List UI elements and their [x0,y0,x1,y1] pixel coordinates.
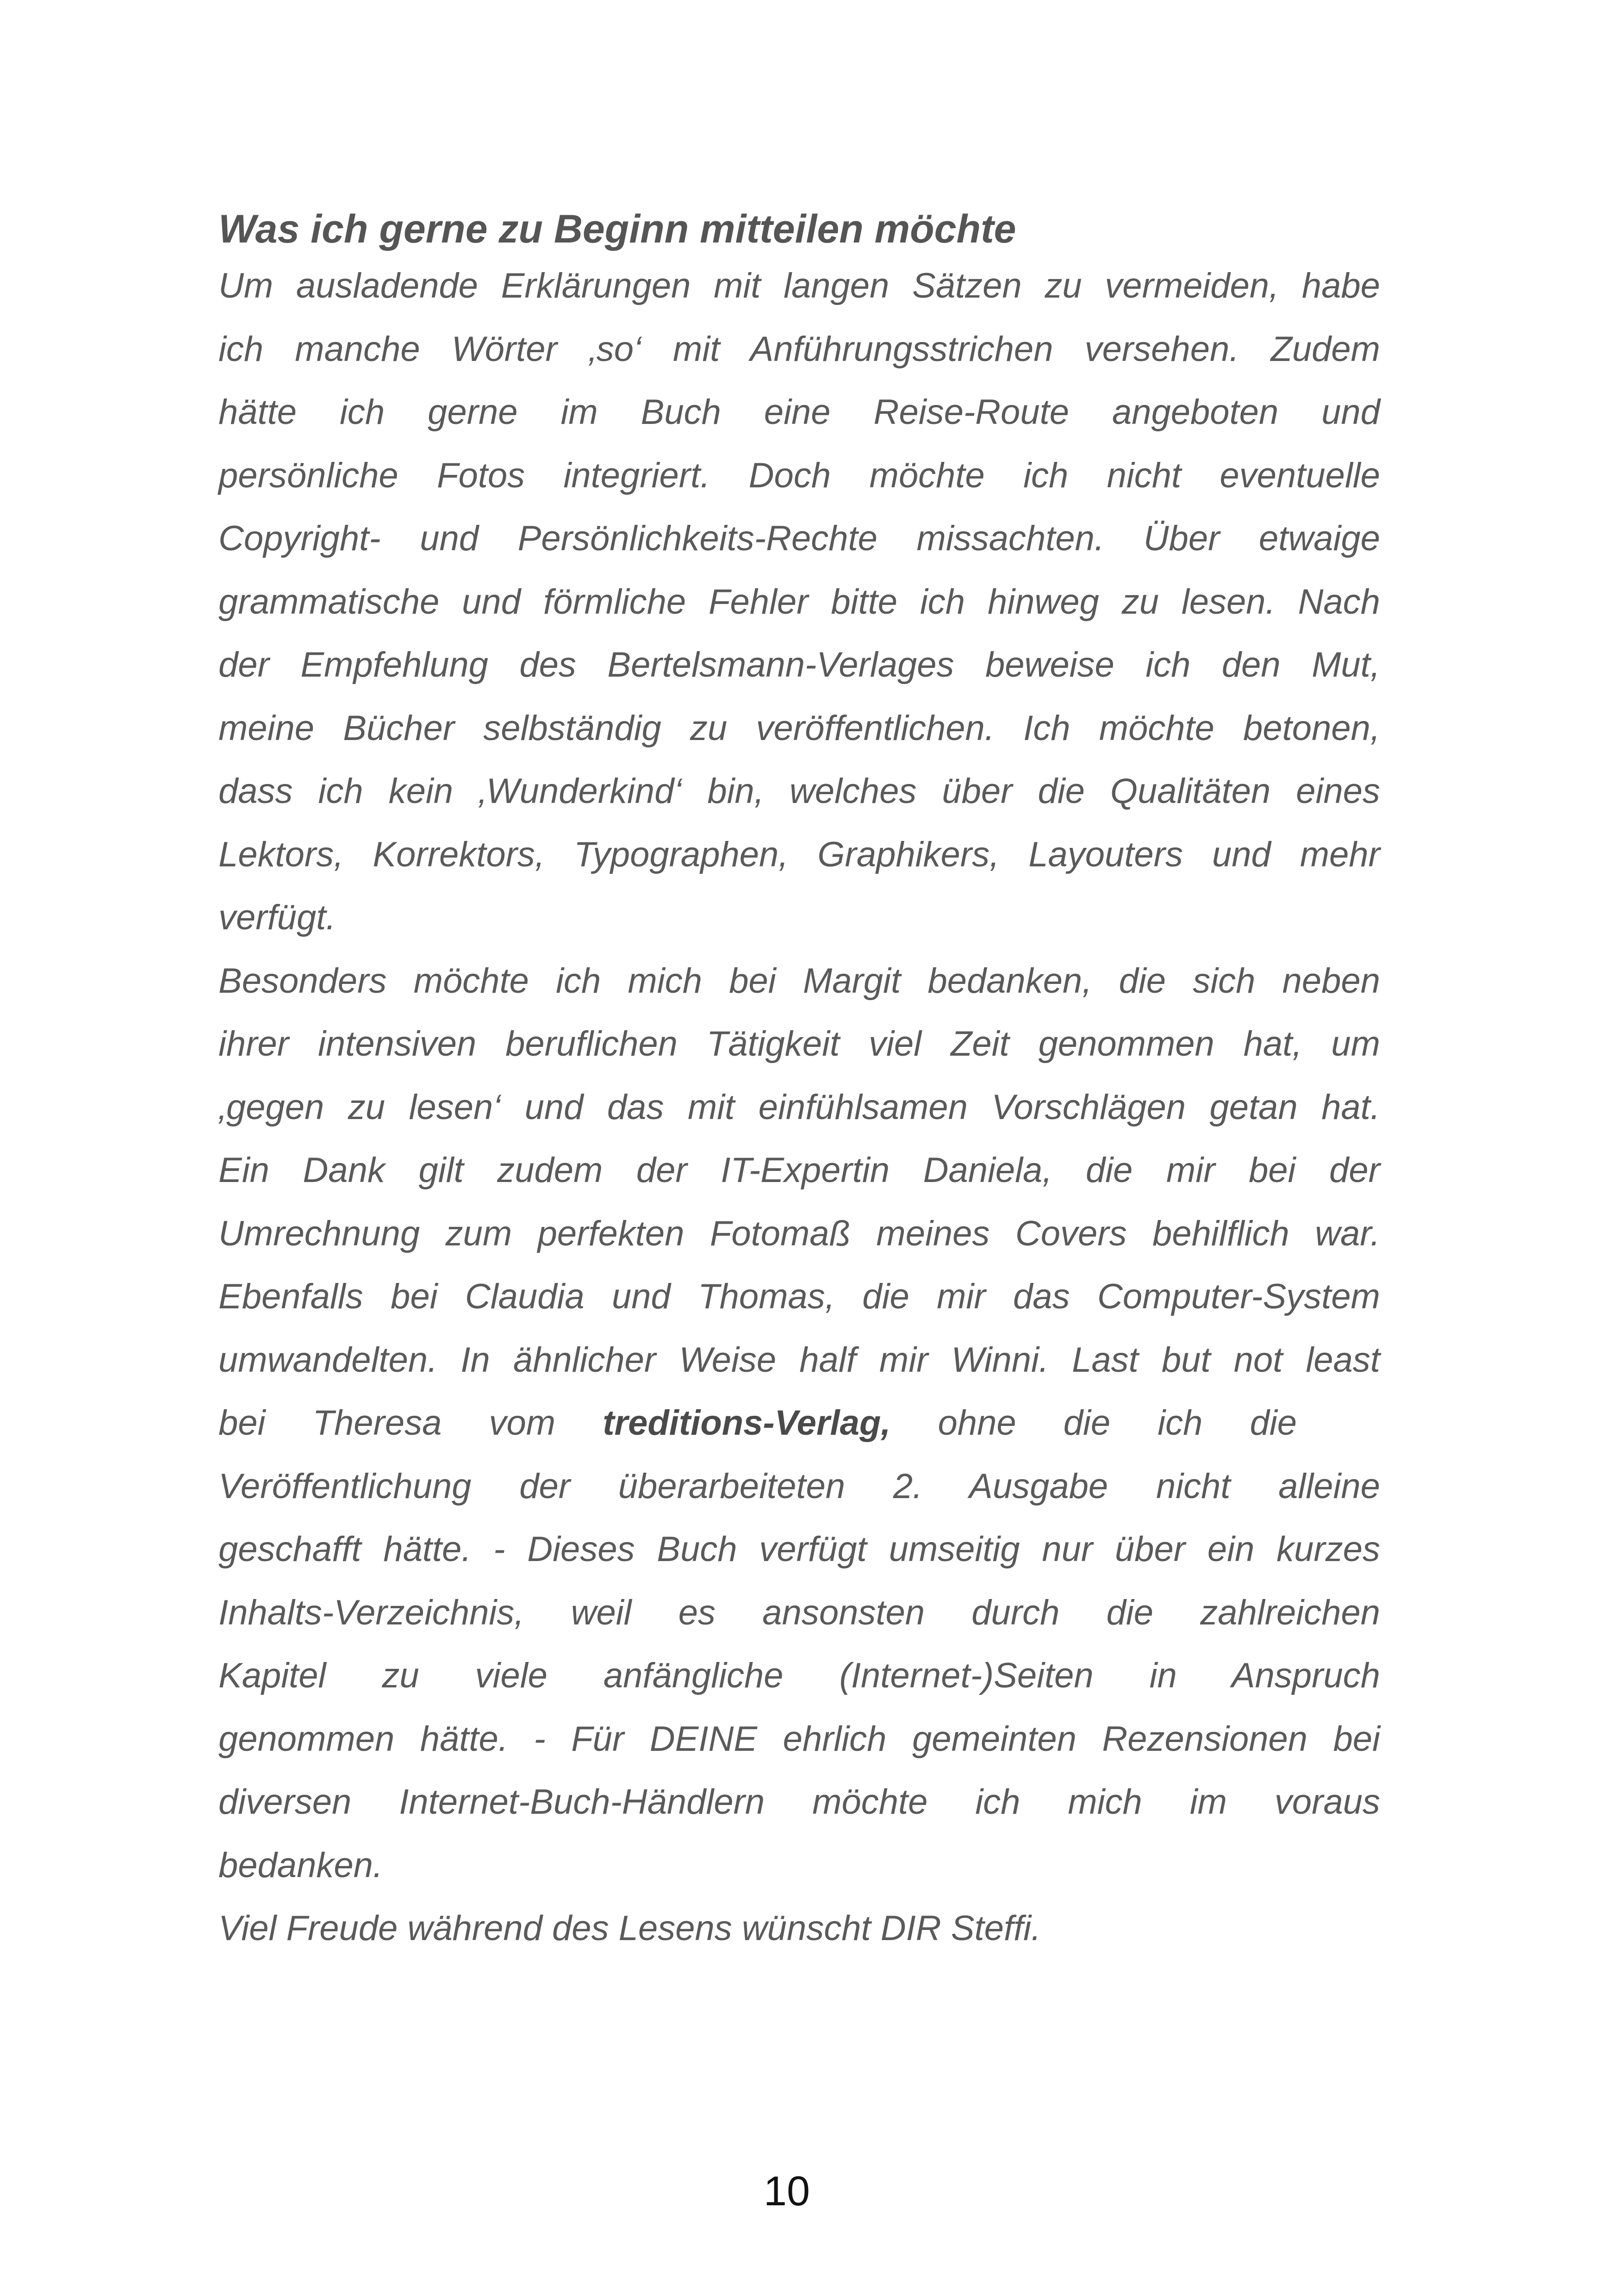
text-line: genommen hätte. - Für DEINE ehrlich gemeinten Rezensionen bei [218,1719,1380,1759]
text-line: Umrechnung zum perfekten Fotomaß meines Covers behilflich war. [218,1213,1380,1253]
text-line: Ebenfalls bei Claudia und Thomas, die mir das Computer-System [218,1277,1380,1316]
text-line: Copyright- und Persönlichkeits-Rechte missachten. Über etwaige [218,519,1380,558]
publisher-name: treditions-Verlag, [603,1403,891,1443]
text-line: persönliche Fotos integriert. Doch möchte ich nicht eventuelle [218,455,1380,495]
text-line: bedanken. [218,1845,383,1885]
publisher-line [218,1392,1380,1455]
text-line: Ein Dank gilt zudem der IT-Expertin Daniela, die mir bei der [218,1151,1380,1190]
publisher-line-before: bei Theresa vom [218,1403,556,1443]
text-line: hätte ich gerne im Buch eine Reise-Route angeboten und [218,392,1380,432]
text-line: Veröffentlichung der überarbeiteten 2. Ausgabe nicht alleine [218,1466,1380,1506]
text-line: Lektors, Korrektors, Typographen, Graphikers, Layouters und mehr [218,834,1380,874]
publisher-line-after: ohne die ich die [938,1403,1297,1443]
section-heading: Was ich gerne zu Beginn mitteilen möchte [218,207,1016,251]
text-line: geschafft hätte. - Dieses Buch verfügt umseitig nur über ein kurzes [218,1530,1380,1569]
text-line: Besonders möchte ich mich bei Margit bedanken, die sich neben [218,961,1380,1001]
text-line: dass ich kein ‚Wunderkind‘ bin, welches über die Qualitäten eines [218,772,1380,811]
text-line: ‚gegen zu lesen‘ und das mit einfühlsamen Vorschlägen getan hat. [218,1087,1380,1127]
text-line: Kapitel zu viele anfängliche (Internet-)Seiten in Anspruch [218,1656,1380,1695]
text-line: umwandelten. In ähnlicher Weise half mir Winni. Last but not least [218,1340,1380,1380]
text-line: ihrer intensiven beruflichen Tätigkeit viel Zeit genommen hat, um [218,1024,1380,1064]
text-line: ich manche Wörter ‚so‘ mit Anführungsstrichen versehen. Zudem [218,329,1380,369]
page-content [218,204,1380,1960]
text-line: grammatische und förmliche Fehler bitte ich hinweg zu lesen. Nach [218,582,1380,622]
text-line: Inhalts-Verzeichnis, weil es ansonsten durch die zahlreichen [218,1593,1380,1632]
text-line: meine Bücher selbständig zu veröffentlichen. Ich möchte betonen, [218,708,1380,748]
page-number: 10 [763,2168,810,2215]
text-line: diversen Internet-Buch-Händlern möchte ich mich im voraus [218,1782,1380,1822]
text-line: verfügt. [218,898,336,937]
text-line: der Empfehlung des Bertelsmann-Verlages beweise ich den Mut, [218,645,1380,684]
text-line: Um ausladende Erklärungen mit langen Sätzen zu vermeiden, habe [218,266,1380,305]
closing-line: Viel Freude während des Lesens wünscht DIR Steffi. [218,1909,1041,1948]
